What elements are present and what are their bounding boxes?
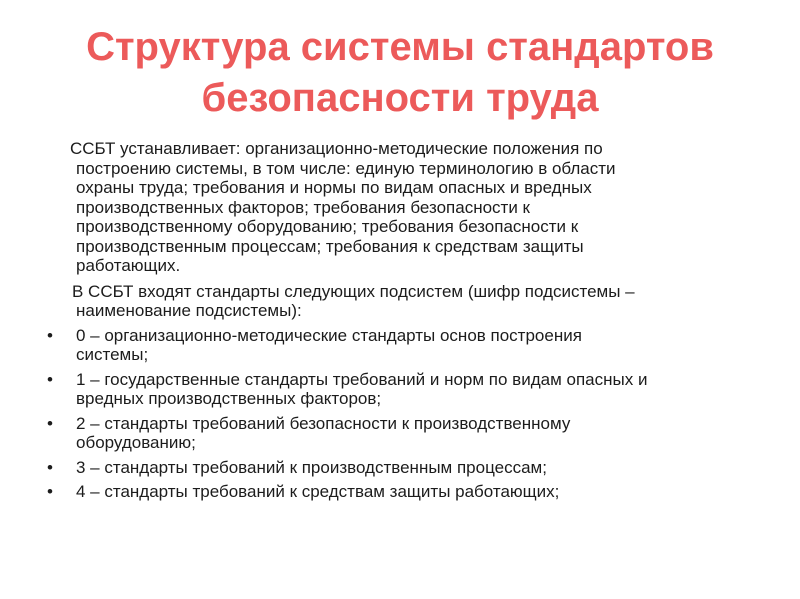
list-item-line: оборудованию; (76, 433, 196, 452)
title-line-1: Структура системы стандартов (86, 25, 714, 69)
slide-title (0, 22, 800, 124)
list-item-line: вредных производственных факторов; (76, 389, 382, 408)
bullet-icon: • (47, 482, 53, 501)
bullet-icon: • (47, 325, 53, 345)
subsystems-line: В ССБТ входят стандарты следующих подсистем (шифр подсистемы – (72, 281, 635, 301)
intro-line: ССБТ устанавливает: организационно-методические положения по (70, 139, 603, 158)
intro-line: производственным процессам; требования к средствам защиты (76, 236, 584, 256)
list-item (47, 325, 800, 365)
list-item-line: 4 – стандарты требований к средствам защиты работающих; (76, 482, 560, 501)
list-item (47, 369, 800, 409)
intro-line: охраны труда; требования и нормы по видам опасных и вредных (76, 178, 592, 197)
subsystems-paragraph (72, 281, 766, 321)
list-item-line: 0 – организационно-методические стандарты основ построения (76, 325, 582, 345)
list-item-line: системы; (76, 345, 149, 364)
list-item-line: 1 – государственные стандарты требований и норм по видам опасных и (76, 369, 648, 389)
bullet-icon: • (47, 369, 53, 389)
slide-body (0, 139, 800, 502)
title-line-2: безопасности труда (201, 76, 599, 120)
list-item-line: 2 – стандарты требований безопасности к производственному (76, 413, 571, 433)
list-item (47, 482, 800, 502)
intro-line: работающих. (76, 256, 181, 275)
list-item (47, 457, 800, 478)
list-item (47, 413, 800, 453)
bullet-icon: • (47, 413, 53, 433)
list-item-line: 3 – стандарты требований к производственным процессам; (76, 457, 547, 477)
intro-line: производственных факторов; требования безопасности к (76, 197, 530, 217)
intro-line: производственному оборудованию; требования безопасности к (76, 217, 579, 236)
intro-paragraph (70, 139, 766, 276)
subsystems-line: наименование подсистемы): (76, 301, 302, 320)
subsystem-list (0, 326, 800, 502)
bullet-icon: • (47, 457, 53, 477)
intro-line: построению системы, в том числе: единую терминологию в области (76, 158, 616, 178)
